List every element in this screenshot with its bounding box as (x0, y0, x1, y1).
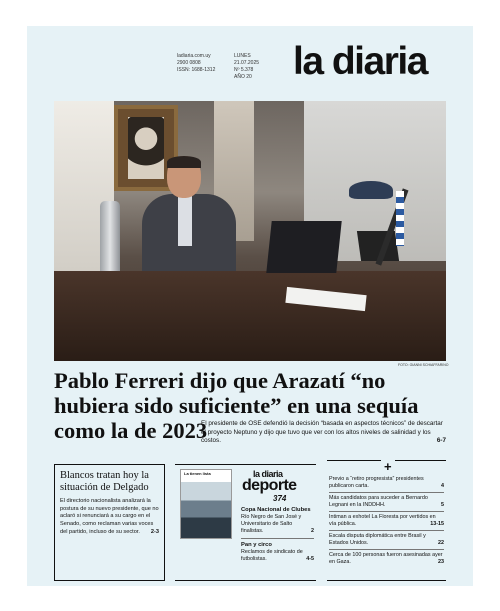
deporte-item[interactable] (241, 542, 314, 566)
masthead-url: ladiaria.com.uy (177, 53, 211, 59)
deporte-cover-thumbnail (180, 469, 232, 539)
left-story-box[interactable] (54, 464, 165, 581)
deporte-small-logo: la diaria (253, 469, 283, 479)
deporte-item-text: Río Negro de San José y Universitario de Salto finalistas. (241, 514, 302, 534)
deporte-box[interactable] (175, 464, 316, 581)
brief-text: Previo a “retiro progresista” presidentes publicaron carta. (329, 476, 424, 489)
brief-text: Más candidatos para suceder a Bernardo Legnani en la INDDHH. (329, 495, 428, 508)
brief-page: 22 (438, 540, 444, 546)
masthead-year: AÑO 20 (234, 74, 252, 80)
deporte-item[interactable] (241, 507, 314, 539)
main-page-ref: 6-7 (436, 437, 446, 444)
deporte-items (241, 507, 314, 569)
main-lead-text: El presidente de OSE defendió la decisión “basada en aspectos técnicos” de descartar el proyecto Neptuno y dijo que tuvo que ver con los altos niveles de salinidad y los costos. (201, 420, 443, 444)
plus-icon: + (381, 459, 395, 474)
deporte-section-title: deporte (242, 477, 297, 494)
main-lead (201, 420, 446, 446)
main-photo (54, 101, 446, 361)
deporte-item-text: Reclamos de sindicato de futbolistas. (241, 549, 303, 562)
person-hair (167, 156, 201, 168)
deporte-cover-title: La tienen lista (184, 471, 211, 476)
masthead-date-block (234, 53, 259, 81)
main-headline[interactable]: Pablo Ferreri dijo que Arazatí “no hubiera sido suficiente” en una sequía como la de 2023 (54, 368, 419, 443)
masthead-weekday: LUNES (234, 53, 251, 59)
deporte-issue-number: 374 (273, 494, 287, 503)
brief-text: Intiman a exhotel La Floresta por vertidos en vía pública. (329, 514, 436, 527)
brief-text: Escala disputa diplomática entre Brasil y Estados Unidos. (329, 533, 426, 546)
brief-item[interactable] (329, 493, 444, 512)
left-story-title: Blancos tratan hoy la situación de Delgado (60, 470, 149, 493)
brief-item[interactable] (329, 550, 444, 568)
photo-laptop (266, 221, 341, 273)
masthead-date: 21.07.2025 (234, 60, 260, 66)
photo-desk (54, 271, 446, 361)
brief-page: 13-15 (430, 521, 444, 527)
briefs-list (329, 474, 444, 568)
brief-page: 4 (441, 483, 444, 489)
photo-flag (396, 191, 404, 246)
newspaper-logo: la diaria (293, 40, 427, 83)
person-shirt (178, 196, 192, 246)
masthead-issue: Nº 5.378 (234, 67, 254, 73)
brief-item[interactable] (329, 474, 444, 493)
brief-text: Cerca de 100 personas fueron asesinadas ayer en Gaza. (329, 552, 443, 565)
brief-page: 5 (441, 502, 444, 508)
photo-lamp-head (349, 181, 393, 199)
deporte-item-title: Pan y circo (241, 542, 272, 548)
brief-page: 23 (438, 559, 444, 565)
deporte-item-page: 4-5 (306, 556, 314, 562)
brief-item[interactable] (329, 512, 444, 531)
deporte-item-page: 2 (311, 528, 314, 534)
photo-credit: FOTO: GIANNI SCHIAFFARINO (398, 363, 449, 367)
brief-item[interactable] (329, 531, 444, 550)
briefs-box (327, 460, 446, 581)
newspaper-front-page (27, 26, 473, 586)
left-story-text: El directorio nacionalista analizará la postura de su nuevo presidente, que no aclaró si renunciará a su cargo en el Senado, como reclaman varias voces del partido, incluso de su sector. (60, 498, 159, 535)
deporte-item-title: Copa Nacional de Clubes (241, 507, 311, 513)
left-story-page: 2-3 (150, 528, 159, 535)
masthead-contact (177, 53, 215, 74)
photo-person (134, 156, 244, 276)
masthead-phone: 2900 0808 (177, 60, 201, 66)
masthead-issn: ISSN: 1688-1312 (177, 67, 216, 73)
left-story-body (60, 498, 159, 537)
photo-thermos (100, 201, 120, 281)
